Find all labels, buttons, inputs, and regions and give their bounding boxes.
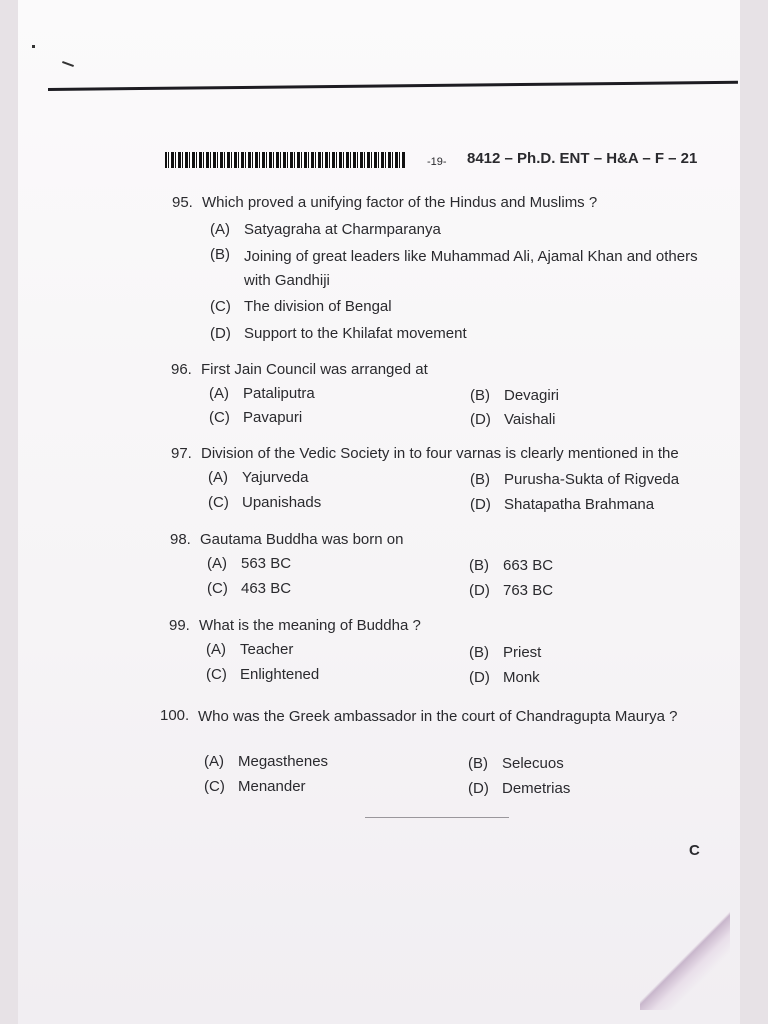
option-text: Devagiri (504, 387, 560, 404)
option-97-a (208, 468, 308, 487)
option-text: Pataliputra (243, 385, 315, 402)
option-label: (A) (207, 555, 227, 572)
option-text: Yajurveda (242, 469, 309, 486)
option-text: Purusha-Sukta of Rigveda (504, 471, 680, 488)
option-text: Shatapatha Brahmana (504, 496, 655, 513)
option-text: Support to the Khilafat movement (244, 325, 467, 342)
question-text: Gautama Buddha was born on (200, 531, 404, 548)
barcode (165, 152, 405, 168)
option-99-d (469, 668, 540, 687)
option-99-b (469, 643, 541, 662)
question-text: First Jain Council was arranged at (201, 361, 428, 378)
option-label: (A) (209, 385, 229, 402)
option-97-c (208, 493, 321, 512)
set-code: C (689, 842, 700, 859)
option-label: (B) (470, 471, 490, 488)
option-text: 463 BC (241, 580, 292, 597)
option-label: (C) (206, 666, 227, 683)
option-96-a (209, 384, 315, 403)
option-96-b (470, 386, 559, 405)
page-number: -19- (427, 156, 447, 168)
option-label: (D) (470, 411, 491, 428)
option-100-d (468, 779, 570, 798)
option-95-d (210, 324, 467, 343)
option-label: (A) (210, 221, 230, 238)
option-label: (D) (469, 582, 490, 599)
option-text: Satyagraha at Charmparanya (244, 221, 441, 238)
option-97-d (470, 495, 654, 514)
option-97-b (470, 470, 679, 489)
option-label: (B) (470, 387, 490, 404)
option-label: (A) (206, 641, 226, 658)
question-text: Who was the Greek ambassador in the court of Chandragupta Maurya ? (198, 708, 678, 725)
option-96-d (470, 410, 555, 429)
option-label: (C) (204, 778, 225, 795)
option-text: Menander (238, 778, 306, 795)
page-header (165, 150, 725, 174)
option-label: (C) (207, 580, 228, 597)
question-number: 99. (169, 617, 190, 634)
question-number: 100. (160, 707, 190, 724)
option-98-c (207, 579, 291, 598)
option-99-a (206, 640, 293, 659)
question-text: Division of the Vedic Society in to four varnas is clearly mentioned in the (201, 445, 679, 462)
option-label: (C) (209, 409, 230, 426)
option-96-c (209, 408, 302, 427)
option-label: (B) (468, 755, 488, 772)
question-text: What is the meaning of Buddha ? (199, 617, 421, 634)
question-number: 98. (170, 531, 191, 548)
option-95-b (210, 245, 720, 293)
option-label: (C) (210, 298, 231, 315)
option-text: 763 BC (503, 582, 554, 599)
option-text: Pavapuri (243, 409, 303, 426)
option-100-b (468, 754, 564, 773)
option-99-c (206, 665, 319, 684)
option-95-c (210, 297, 392, 316)
option-text: Megasthenes (238, 753, 329, 770)
option-text: Vaishali (504, 411, 556, 428)
option-text: Upanishads (242, 494, 322, 511)
exam-code: 8412 – Ph.D. ENT – H&A – F – 21 (467, 150, 698, 167)
question-number: 97. (171, 445, 192, 462)
option-98-a (207, 554, 291, 573)
option-text: 563 BC (241, 555, 292, 572)
option-100-c (204, 777, 306, 796)
option-98-d (469, 581, 553, 600)
option-label: (D) (468, 780, 489, 797)
option-100-a (204, 752, 328, 771)
option-label: (D) (469, 669, 490, 686)
option-label: (C) (208, 494, 229, 511)
option-text: The division of Bengal (244, 298, 392, 315)
end-rule (365, 817, 509, 818)
option-label: (D) (210, 325, 231, 342)
option-label: (D) (470, 496, 491, 513)
folded-corner (640, 910, 730, 1010)
option-text: Selecuos (502, 755, 564, 772)
option-text: Joining of great leaders like Muhammad Ali, Ajamal Khan and others with Gandhiji (244, 248, 698, 289)
option-label: (A) (204, 753, 224, 770)
option-text: Demetrias (502, 780, 571, 797)
option-label: (B) (469, 644, 489, 661)
option-text: 663 BC (503, 557, 554, 574)
option-label: (A) (208, 469, 228, 486)
option-95-a (210, 220, 441, 239)
option-text: Monk (503, 669, 540, 686)
question-number: 95. (172, 194, 193, 211)
option-text: Priest (503, 644, 542, 661)
question-number: 96. (171, 361, 192, 378)
question-text: Which proved a unifying factor of the Hindus and Muslims ? (202, 194, 598, 211)
option-text: Enlightened (240, 666, 320, 683)
option-98-b (469, 556, 553, 575)
option-label: (B) (210, 246, 230, 263)
option-label: (B) (469, 557, 489, 574)
option-text: Teacher (240, 641, 294, 658)
ink-speck (32, 45, 35, 48)
